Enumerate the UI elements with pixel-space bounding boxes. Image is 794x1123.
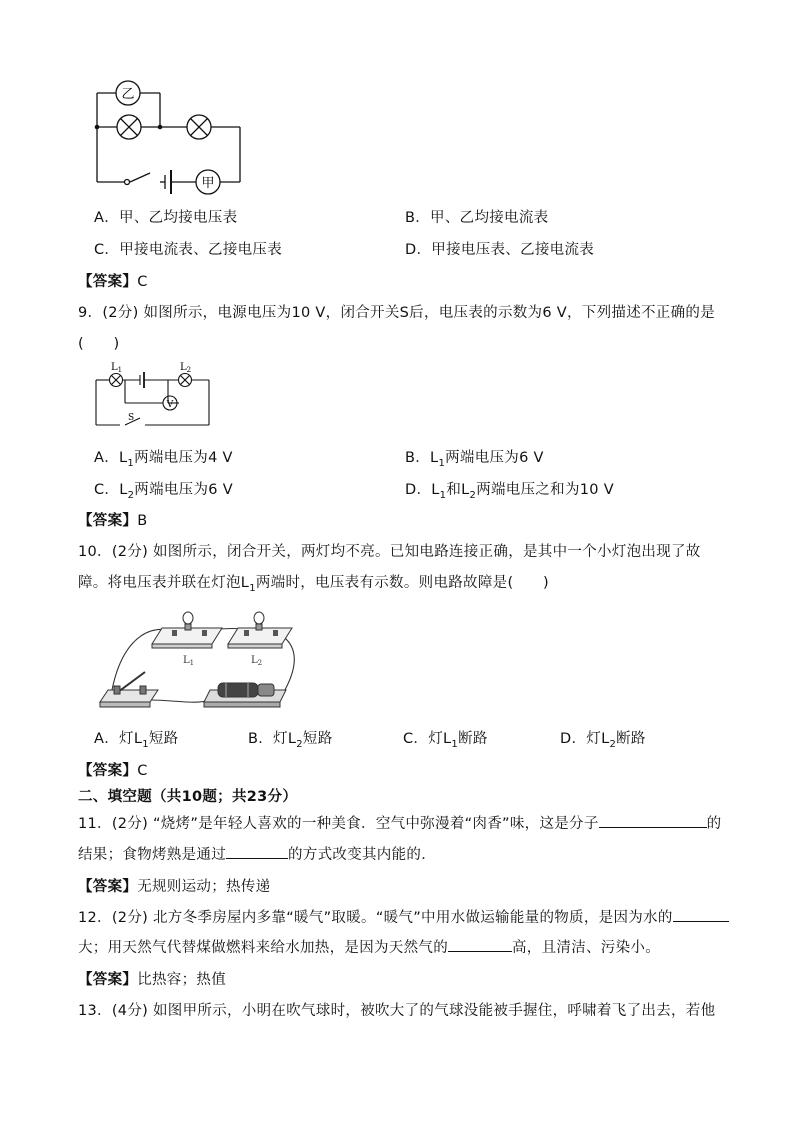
q9-option-b-pre: B．L [405,450,439,466]
q10-lamp1-board [152,628,222,648]
q9-option-d-pre: D．L [405,482,440,498]
q10-stem-line2-pre: 障。将电压表并联在灯泡L [78,575,250,591]
q8-option-a: A．甲、乙均接电压表 [94,210,238,226]
q10-option-d-post: 断路 [616,731,646,747]
q12-stem-line2-pre: 大；用天然气代替煤做燃料来给水加热，是因为天然气的 [78,940,448,956]
q9-option-c-post: 两端电压为6 V [134,482,233,498]
q10-option-c [403,727,488,750]
q12-stem-line2 [78,936,660,957]
q11-answer-value: 无规则运动；热传递 [137,879,271,895]
q10-option-a-post: 短路 [148,731,179,747]
q11-stem-line2 [78,843,436,864]
q12-stem-line2-post: 高，且清洁、污染小。 [512,940,660,956]
q9-option-b-sub: 1 [438,457,446,469]
q11-blank-1[interactable] [599,813,707,828]
q8-meter-bottom-label: 甲 [201,176,215,191]
q11-stem-line2-pre: 结果；食物烤熟是通过 [78,847,226,863]
q8-option-c: C．甲接电流表、乙接电压表 [94,242,283,258]
q10-option-b-sub: 2 [296,738,303,750]
q9-option-d-post: 两端电压之和为10 V [476,482,614,498]
q12-blank-2[interactable] [448,937,512,952]
q10-option-a [94,727,178,750]
q9-option-d-sub: 1 [439,489,447,501]
q10-option-d-sub: 2 [609,738,617,750]
q10-lamp1-label: $L_1$ [183,655,195,667]
q11-answer [78,875,270,896]
q9-option-d-mid: 和L [446,482,470,498]
q12-answer [78,968,226,989]
q10-battery [204,683,286,707]
q8-option-b: B．甲、乙均接电流表 [405,210,549,226]
q9-stem-line2: ( ) [78,336,120,352]
q10-stem-line2-sub: 1 [249,582,256,594]
q9-option-c-sub: 2 [127,489,135,501]
q10-stem-line2-post: 两端时，电压表有示数。则电路故障是( ) [255,575,549,591]
q10-option-c-pre: C．灯L [403,731,452,747]
q9-option-a-post: 两端电压为4 V [134,450,233,466]
q10-option-b [248,727,333,750]
q11-stem-line1 [78,812,721,833]
q12-answer-value: 比热容；热值 [137,972,227,988]
q9-answer-value: B [137,513,148,529]
q12-blank-1[interactable] [673,907,729,922]
q8-answer-value: C [137,274,148,290]
q8-answer-label: 【答案】 [78,274,138,290]
q10-answer [78,759,148,780]
q9-option-a-sub: 1 [127,457,135,469]
q10-option-d [560,727,646,750]
q8-meter-top-label: 乙 [121,87,135,102]
q10-lamp2-label: $L_2$ [251,655,263,667]
q10-answer-value: C [137,763,148,779]
q10-option-c-post: 断路 [458,731,488,747]
q12-stem-line1 [78,906,729,927]
q10-option-c-sub: 1 [451,738,459,750]
q9-answer-label: 【答案】 [78,513,138,529]
q9-option-c-pre: C．L [94,482,128,498]
q10-option-b-post: 短路 [302,731,333,747]
q10-answer-label: 【答案】 [78,763,138,779]
q9-lamp1-label: $L_1$ [111,362,123,374]
q10-stem-line1: 10．(2分) 如图所示，闭合开关，两灯均不亮。已知电路连接正确，是其中一个小灯泡出现了故 [78,544,701,560]
q11-stem-line1-post: 的 [706,816,722,832]
q9-option-d-sub2: 2 [469,489,477,501]
q8-option-d: D．甲接电压表、乙接电流表 [405,242,595,258]
q10-lamp2-board [228,628,292,648]
q11-answer-label: 【答案】 [78,879,138,895]
q10-option-a-sub: 1 [142,738,149,750]
q9-lamp2-label: $L_2$ [180,362,192,374]
q9-option-b-post: 两端电压为6 V [445,450,544,466]
q11-blank-2[interactable] [226,844,288,859]
q9-stem-line1: 9．(2分) 如图所示，电源电压为10 V，闭合开关S后，电压表的示数为6 V，下列描述不正确的是 [78,305,716,321]
q12-stem-line1-pre: 12．(2分) 北方冬季房屋内多靠“暖气”取暖。“暖气”中用水做运输能量的物质，是因为水的 [78,910,673,926]
q10-option-d-pre: D．灯L [560,731,610,747]
q9-option-a-pre: A．L [94,450,128,466]
q9-voltmeter-label: V [166,400,174,410]
q10-switch [100,672,158,707]
q11-stem-line1-pre: 11．(2分) “烧烤”是年轻人喜欢的一种美食．空气中弥漫着“肉香”味，这是分子 [78,816,599,832]
section-title: 二、填空题（共10题；共23分） [78,789,298,805]
q11-stem-line2-post: 的方式改变其内能的． [288,847,436,863]
q10-option-a-pre: A．灯L [94,731,143,747]
q12-answer-label: 【答案】 [78,972,138,988]
q9-switch-label: S [128,413,135,423]
q10-option-b-pre: B．灯L [248,731,297,747]
q13-stem-line1: 13．(4分) 如图甲所示，小明在吹气球时，被吹大了的气球没能被手握住，呼啸着飞了出去，若他 [78,1003,716,1019]
